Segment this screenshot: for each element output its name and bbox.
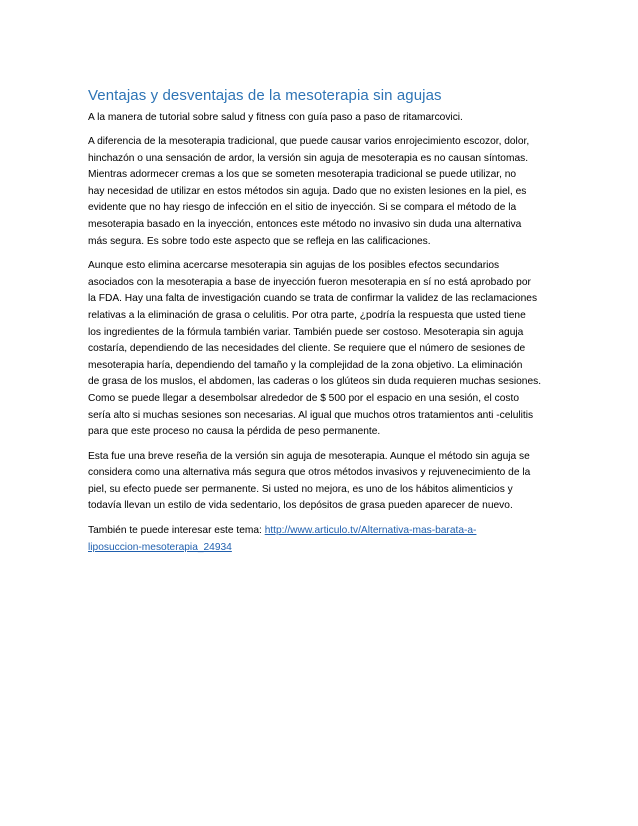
- paragraph-line: Mientras adormecer cremas a los que se someten mesoterapia tradicional se puede utilizar, no: [88, 169, 517, 181]
- paragraph-line: A diferencia de la mesoterapia tradicional, que puede causar varios enrojecimiento escozor, dolor,: [88, 136, 530, 147]
- related-article-link-continued[interactable]: liposuccion-mesoterapia_24934: [88, 541, 232, 553]
- paragraph-line: para que este proceso no causa la pérdida de peso permanente.: [88, 426, 381, 438]
- paragraph-line: más segura. Es sobre todo este aspecto que se refleja en las calificaciones.: [88, 235, 431, 247]
- paragraph-line: la FDA. Hay una falta de investigación cuando se trata de confirmar la validez de las reclamaciones: [88, 293, 538, 305]
- related-line-1: [88, 523, 554, 540]
- paragraph-3: [88, 449, 554, 515]
- paragraph-line: hay necesidad de utilizar en estos métodos sin aguja. Dado que no existen lesiones en la piel, es: [88, 185, 527, 197]
- paragraph-line: considera como una alternativa más segura que otros métodos invasivos y rejuvenecimiento de la: [88, 467, 531, 479]
- paragraph-line: todavía llevan un estilo de vida sedentario, los depósitos de grasa pueden aparecer de nuevo.: [88, 500, 513, 512]
- paragraph-line: de grasa de los muslos, el abdomen, las caderas o los glúteos sin duda requieren muchas sesiones.: [88, 376, 542, 388]
- document-page: [88, 86, 554, 564]
- related-line-2: [88, 540, 554, 557]
- related-paragraph: [88, 523, 554, 556]
- paragraph-line: hinchazón o una sensación de ardor, la versión sin aguja de mesoterapia es no causan síntomas.: [88, 152, 529, 164]
- paragraph-line: Como se puede llegar a desembolsar alrededor de $ 500 por el espacio en una sesión, el costo: [88, 392, 519, 404]
- paragraph-line: asociados con la mesoterapia a base de inyección fueron mesoterapia en sí no está aprobado por: [88, 276, 531, 288]
- paragraph-line: mesoterapia haría, dependiendo del tamaño y la complejidad de la zona objetivo. La eliminación: [88, 359, 523, 371]
- document-title: Ventajas y desventajas de la mesoterapia sin agujas: [88, 87, 442, 104]
- paragraph-2: [88, 258, 554, 441]
- paragraph-line: evidente que no hay riesgo de infección en el sitio de inyección. Si se compara el método de la: [88, 202, 517, 214]
- related-article-link[interactable]: http://www.articulo.tv/Alternativa-mas-barata-a-: [264, 525, 477, 537]
- paragraph-line: Esta fue una breve reseña de la versión sin aguja de mesoterapia. Aunque el método sin aguja se: [88, 450, 530, 462]
- paragraph-line: relativas a la eliminación de grasa o celulitis. Por otra parte, ¿podría la respuesta que usted tiene: [88, 309, 526, 321]
- paragraph-line: piel, su efecto puede ser permanente. Si usted no mejora, es uno de los hábitos alimenticios y: [88, 483, 513, 495]
- paragraph-1: [88, 134, 554, 250]
- paragraph-line: mesoterapia basado en la inyección, entonces este método no invasivo sin duda una alternativa: [88, 218, 522, 230]
- paragraph-line: los ingredientes de la fórmula también variar. También puede ser costoso. Mesoterapia sin aguja: [88, 326, 524, 338]
- document-subtitle: A la manera de tutorial sobre salud y fitness con guía paso a paso de ritamarcovici.: [88, 112, 463, 123]
- paragraph-line: sería alto si muchas sesiones son necesarias. Al igual que muchos otros tratamientos anti -celulitis: [88, 409, 534, 421]
- paragraph-line: Aunque esto elimina acercarse mesoterapia sin agujas de los posibles efectos secundarios: [88, 260, 500, 272]
- related-prefix: También te puede interesar este tema:: [88, 525, 265, 537]
- paragraph-line: costaría, dependiendo de las necesidades del cliente. Se requiere que el número de sesiones de: [88, 343, 526, 355]
